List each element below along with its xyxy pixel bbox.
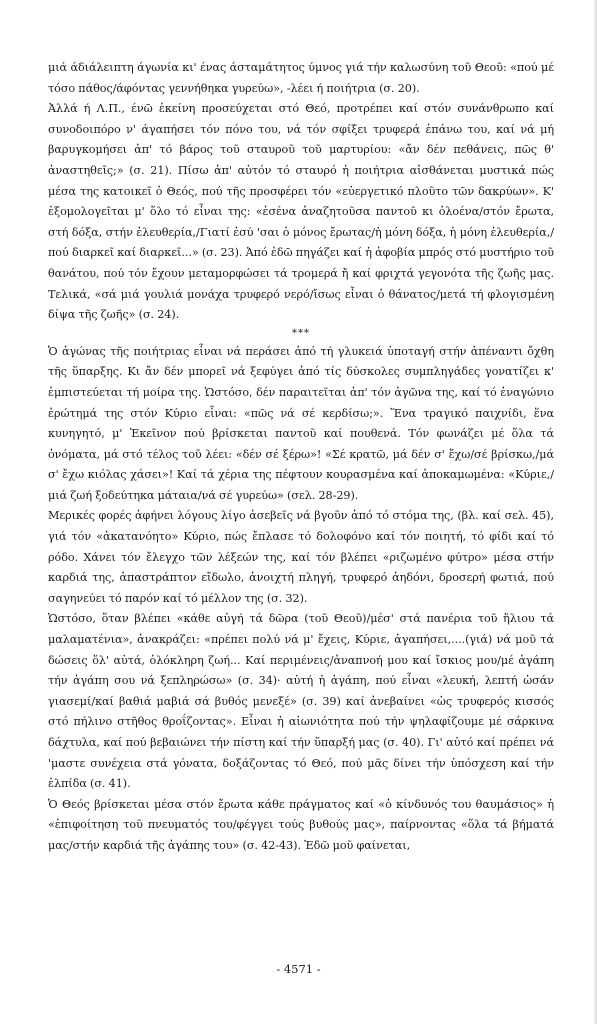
paragraph-4: Μερικές φορές ἀφήνει λόγους λίγο ἀσεβεῖς νά βγοῦν ἀπό τό στόμα της, (βλ. καί σελ. 45), γιά τόν «ἀκατανόητο» Κύριο, πώς ἔπλασε τό δολοφόνο καί τόν ποιητή, τό φίδι καί τό ρόδο. Χάνει τόν ἔλεγχο τῶν λέξεών της, καί τόν βλέπει «ριζωμένο φύτρο» μέσα στήν καρδιά της, ἀπαστράπτον εἴδωλο, ἀνοιχτή πληγή, τρυφερό ἀηδόνι, δροσερή φωτιά, πού σαγηνεύει τό παρόν καί τό μέλλον της (σ. 32). (48, 509, 554, 605)
page-edge-shadow (593, 0, 597, 1024)
section-separator: *** (292, 327, 310, 339)
paragraph-6: Ὁ Θεός βρίσκεται μέσα στόν ἔρωτα κάθε πράγματος καί «ὁ κίνδυνός του θαυμάσιος» ἡ «ἐπιφοίτηση τοῦ πνευματός του/φέγγει τούς βυθούς μας», παίρνοντας «ὅλα τά βήματά μας/στήν καρδιά τῆς ἀγάπης του» (σ. 42-43). Ἐδῶ μοῦ φαίνεται, (48, 797, 554, 852)
paragraph-1: μιά άδιάλειπτη άγωνία κι' ένας άσταμάτητος ύμνος γιά τήν καλωσύνη τοῦ Θεοῦ: «πού μέ τόσο πάθος/άφόντας γεννήθηκα γυρεύω», -λέει ή ποιήτρια (σ. 20). (48, 61, 554, 95)
paragraph-2: Ἀλλά ή Λ.Π., ένῶ ἐκείνη προσεύχεται στό Θεό, προτρέπει καί στόν συνάνθρωπο καί συνοδοιπόρο ν' άγαπήσει τόν πόνο του, νά τόν σφίξει τρυφερά ἐπάνω του, καί νά μή βαρυγκομήσει ἀπ' τό βάρος τοῦ σταυροῦ τοῦ μαρτυρίου: «ἄν δέν πεθάνεις, πῶς θ' ἀναστηθεῖς;» (σ. 21). Πίσω ἀπ' αὐτόν τό σταυρό ἡ ποιήτρια αἰσθάνεται μυστικά πώς μέσα της κατοικεῖ ὁ Θεός, πού τῆς προσφέρει τόν «εὐεργετικό πλοῦτο τῶν δακρύων». Κ' ἐξομολογεῖται μ' ὅλο τό εἶναι της: «ἐσένα ἀναζητοῦσα παντοῦ κι ὁλοένα/στόν ἔρωτα, στή δόξα, στήν ἐλευθερία,/Γιατί ἐσύ 'σαι ὁ μόνος ἔρωτας/ἡ μόνη δόξα, ἡ μόνη ἐλευθερία,/πού διαρκεῖ καί διαρκεῖ...» (σ. 23). Ἀπό ἐδῶ πηγάζει καί ἡ ἀφοβία μπρός στό μυστήριο τοῦ θανάτου, πού τόν ἔχουν μεταμορφώσει τά τρομερά ἤ καί φριχτά γεγονότα τῆς ζωῆς μας. Τελικά, «σά μιά γουλιά μονάχα τρυφερό νερό/ἴσως εἶναι ὁ θάνατος/μετά τή φλογισμένη δίψα τῆς ζωῆς» (σ. 24). (48, 102, 554, 322)
paragraph-5: Ὡστόσο, ὅταν βλέπει «κάθε αὐγή τά δῶρα (τοῦ Θεοῦ)/μέσ' στά πανέρια τοῦ ἥλιου τά μαλαματένια», ἀνακράζει: «πρέπει πολύ νά μ' ἔχεις, Κύριε, ἀγαπήσει,....(γιά) νά μοῦ τά δώσεις ὅλ' αὐτά, ὁλόκληρη ζωή... Καί περιμένεις/ἀναπνοή μου καί ἴσκιος μου/μέ ἀγάπη τήν ἀγάπη σου νά ξεπληρώσω» (σ. 34)· αὐτή ἡ ἀγάπη, πού εἶναι «λευκή, λεπτή ὡσάν γιασεμί/καί βαθιά μαβιά σά βυθός μενεξέ» (σ. 39) καί ἀνεβαίνει «ὡς τρυφερός κισσός στό πήλινο στῆθος θροΐζοντας». Εἶναι ἡ αἰωνιότητα πού τήν ψηλαφίζουμε μέ σάρκινα δάχτυλα, καί πού βεβαιώνει τήν πίστη καί τήν ὕπαρξή μας (σ. 40). Γι' αὐτό καί πρέπει νά 'μαστε συνέχεια στά γόνατα, δοξάζοντας τό Θεό, πού μᾶς δίνει τήν ὑπόσχεση καί τήν ἐλπίδα (σ. 41). (48, 612, 554, 791)
page-number: - 4571 - (276, 962, 321, 976)
page-body (48, 58, 554, 857)
paragraph-3: Ὁ ἀγώνας τῆς ποιήτριας εἶναι νά περάσει ἀπό τή γλυκειά ὑποταγή στήν ἀπέναντι ὄχθη τῆς ὕπαρξης. Κι ἄν δέν μπορεῖ νά ξεφύγει ἀπό τίς δύσκολες συμπληγάδες γονατίζει κ' ἐμπιστεύεται τή μοίρα της. Ὡστόσο, δέν παραιτεῖται ἀπ' τόν ἀγῶνα της, καί τό ἐναγώνιο ἐρώτημά της στόν Κύριο εἶναι: «πῶς νά σέ κερδίσω;». Ἕνα τραγικό παιχνίδι, ἕνα κυνηγητό, μ' Ἐκεῖνον πού βρίσκεται παντοῦ καί πουθενά. Τόν φωνάζει μέ ὅλα τά ὀνόματα, μά στό τέλος τοῦ λέει: «δέν σέ ξέρω»! «Σέ κρατῶ, μά δέν σ' ἔχω/σέ βρίσκω,/μά σ' ἔχω κιόλας χάσει»! Καί τά χέρια της πέφτουν κουρασμένα καί ἀποκαμωμένα: «Κύριε,/μιά ζωή ξοδεύτηκα μάταια/νά σέ γυρεύω» (σελ. 28-29). (48, 344, 554, 502)
